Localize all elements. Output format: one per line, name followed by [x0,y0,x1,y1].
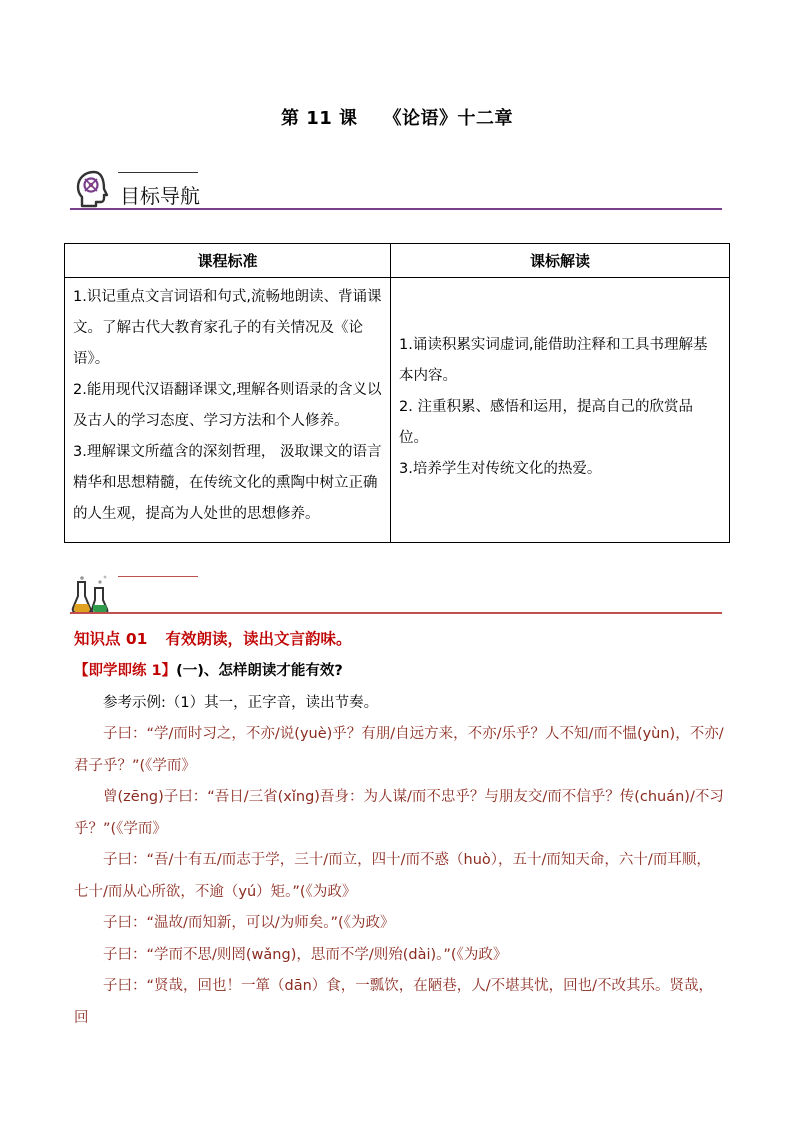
interpretation-item: 1.诵读积累实词虚词,能借助注释和工具书理解基本内容。 [399,336,708,384]
knowledge-point-heading [74,627,351,649]
knowledge-point-number: 知识点 01 [74,630,148,648]
quote-paragraph: 子曰：“温故/而知新，可以/为师矣。”(《为政》 [103,915,395,931]
standard-item: 2.能用现代汉语翻译课文,理解各则语录的含义以及古人的学习态度、学习方法和个人修养。 [73,382,382,429]
course-standard-cell [65,278,391,543]
quote-paragraph: 子曰：“学/而时习之，不亦/说(yuè)乎？有朋/自远方来，不亦/乐乎？人不知/而不愠(yùn)，不亦/君子乎？”(《学而》 [74,726,724,774]
interpretation-cell [391,278,730,543]
quote-paragraph: 子曰：“贤哉，回也！一箪（dān）食，一瓢饮，在陋巷，人/不堪其忧，回也/不改其乐。贤哉，回 [74,978,714,1026]
standards-table [64,243,730,543]
quote-paragraph: 子曰：“吾/十有五/而志于学，三十/而立，四十/而不惑（huò），五十/而知天命，六十/而耳顺，七十/而从心所欲，不逾（yú）矩。”(《为政》 [74,852,711,900]
knowledge-accent-line [118,576,198,577]
quote-paragraph: 子曰：“学而不思/则罔(wǎng)，思而不学/则殆(dài)。”(《为政》 [103,946,508,963]
nav-section-header [70,168,722,212]
quote-paragraph: 曾(zēng)子曰：“吾日/三省(xǐng)吾身：为人谋/而不忠乎？与朋友交/而不信乎？传(chuán)/不习乎？”(《学而》 [74,789,724,837]
header-standard-interpretation: 课标解读 [391,244,730,278]
knowledge-divider [70,612,722,614]
page-title [0,104,794,130]
standard-item: 3.理解课文所蕴含的深刻哲理， 汲取课文的语言精华和思想精髓，在传统文化的熏陶中树立正确的人生观，提高为人处世的思想修养。 [73,444,382,522]
lesson-name: 《论语》十二章 [383,108,514,129]
interpretation-item: 3.培养学生对传统文化的热爱。 [399,460,602,477]
header-accent-line [118,172,198,173]
table-row [65,278,730,543]
exercise-body [74,656,724,1034]
interpretation-item: 2. 注重积累、感悟和运用，提高自己的欣赏品位。 [399,398,693,446]
knowledge-section-header [70,570,722,616]
nav-section-title: 目标导航 [120,184,200,208]
reference-example: 参考示例:（1）其一，正字音，读出节奏。 [103,694,379,711]
exercise-label: 【即学即练 1】 [74,663,177,679]
lab-flask-icon [70,572,114,616]
head-brain-icon [74,169,114,209]
exercise-question: (一)、怎样朗读才能有效? [176,663,343,679]
standard-item: 1.识记重点文言词语和句式,流畅地朗读、背诵课文。了解古代大教育家孔子的有关情况及《论语》。 [73,289,382,367]
lesson-number: 第 11 课 [280,108,358,129]
header-course-standard: 课程标准 [65,244,391,278]
exercise-question-line [74,656,724,688]
knowledge-point-title: 有效朗读，读出文言韵味。 [165,630,352,648]
table-header-row [65,244,730,278]
nav-section-divider [70,208,722,210]
